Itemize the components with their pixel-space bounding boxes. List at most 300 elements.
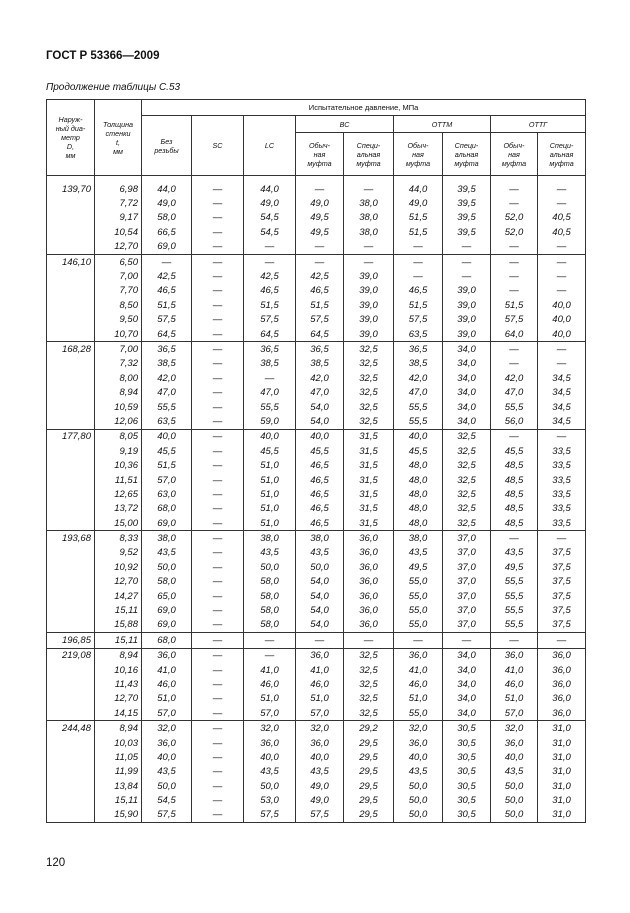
- table-cell: 42,5: [296, 269, 344, 283]
- table-cell: 40,0: [244, 429, 296, 444]
- table-cell: 58,0: [244, 603, 296, 617]
- table-row: [47, 298, 586, 312]
- table-cell: —: [296, 182, 344, 196]
- table-cell: 52,0: [491, 211, 538, 225]
- table-row: [47, 225, 586, 239]
- bc-special-header: Специ- альная муфта: [344, 133, 394, 176]
- table-cell: 51,0: [244, 516, 296, 531]
- table-cell: —: [192, 385, 244, 399]
- table-cell: 38,0: [344, 225, 394, 239]
- table-cell: —: [192, 589, 244, 603]
- table-cell: [47, 400, 95, 414]
- table-cell: —: [192, 357, 244, 371]
- table-cell: [47, 560, 95, 574]
- table-row: [47, 633, 586, 648]
- table-cell: 53,0: [244, 793, 296, 807]
- table-cell: 40,0: [394, 750, 443, 764]
- table-cell: 29,5: [344, 779, 394, 793]
- table-cell: 31,0: [538, 793, 586, 807]
- table-cell: 39,5: [443, 225, 491, 239]
- table-cell: 43,5: [491, 765, 538, 779]
- table-cell: 69,0: [142, 240, 192, 255]
- table-row: [47, 342, 586, 357]
- table-cell: —: [192, 400, 244, 414]
- table-cell: 11,05: [95, 750, 142, 764]
- table-row: [47, 663, 586, 677]
- table-cell: —: [192, 531, 244, 546]
- table-row: [47, 240, 586, 255]
- table-cell: —: [192, 677, 244, 691]
- table-cell: 64,5: [142, 327, 192, 342]
- table-cell: —: [244, 254, 296, 269]
- table-cell: —: [538, 633, 586, 648]
- table-cell: 42,0: [491, 371, 538, 385]
- table-row: [47, 603, 586, 617]
- table-cell: 40,0: [296, 750, 344, 764]
- table-cell: [47, 487, 95, 501]
- table-cell: 39,5: [443, 182, 491, 196]
- table-cell: 139,70: [47, 182, 95, 196]
- table-cell: 58,0: [244, 618, 296, 633]
- table-cell: 36,0: [491, 648, 538, 663]
- table-cell: —: [192, 736, 244, 750]
- table-cell: 43,5: [394, 546, 443, 560]
- table-row: [47, 487, 586, 501]
- table-cell: 15,00: [95, 516, 142, 531]
- table-cell: —: [244, 240, 296, 255]
- table-cell: 31,5: [344, 444, 394, 458]
- table-cell: —: [344, 240, 394, 255]
- table-cell: 55,5: [491, 618, 538, 633]
- table-cell: 31,0: [538, 808, 586, 823]
- table-cell: 32,0: [296, 721, 344, 736]
- ottm-regular-header: Обыч- ная муфта: [394, 133, 443, 176]
- table-cell: 10,36: [95, 458, 142, 472]
- table-cell: 51,5: [142, 458, 192, 472]
- table-cell: 34,0: [443, 371, 491, 385]
- table-cell: 42,0: [296, 371, 344, 385]
- table-cell: [47, 473, 95, 487]
- table-cell: 36,0: [344, 531, 394, 546]
- table-cell: 31,0: [538, 765, 586, 779]
- table-cell: 31,0: [538, 779, 586, 793]
- table-cell: —: [491, 633, 538, 648]
- bc-group-header: ВС: [296, 116, 394, 133]
- table-cell: 31,5: [344, 502, 394, 516]
- table-cell: —: [491, 240, 538, 255]
- table-row: [47, 211, 586, 225]
- table-cell: 41,0: [142, 663, 192, 677]
- table-row: [47, 357, 586, 371]
- table-cell: 8,33: [95, 531, 142, 546]
- table-row: [47, 736, 586, 750]
- table-cell: 32,5: [443, 444, 491, 458]
- table-cell: 55,5: [491, 400, 538, 414]
- table-row: [47, 473, 586, 487]
- table-cell: 55,0: [394, 589, 443, 603]
- table-cell: 30,5: [443, 750, 491, 764]
- table-cell: 14,27: [95, 589, 142, 603]
- table-cell: 12,70: [95, 575, 142, 589]
- table-cell: 36,0: [142, 648, 192, 663]
- table-cell: 36,0: [344, 546, 394, 560]
- table-cell: [47, 414, 95, 429]
- table-cell: 54,5: [244, 211, 296, 225]
- table-cell: 51,5: [296, 298, 344, 312]
- table-cell: 146,10: [47, 254, 95, 269]
- table-cell: 36,0: [344, 560, 394, 574]
- table-cell: 34,5: [538, 414, 586, 429]
- table-cell: 40,0: [538, 298, 586, 312]
- table-row: [47, 371, 586, 385]
- table-cell: 39,0: [344, 269, 394, 283]
- table-cell: —: [296, 240, 344, 255]
- table-cell: 39,5: [443, 211, 491, 225]
- table-cell: 36,0: [538, 648, 586, 663]
- table-cell: [47, 793, 95, 807]
- table-cell: [47, 736, 95, 750]
- table-cell: 57,5: [142, 808, 192, 823]
- table-cell: 63,5: [394, 327, 443, 342]
- table-cell: 40,0: [296, 429, 344, 444]
- table-cell: 49,0: [394, 196, 443, 210]
- table-cell: 15,88: [95, 618, 142, 633]
- table-cell: 9,52: [95, 546, 142, 560]
- table-cell: —: [491, 429, 538, 444]
- table-cell: 32,5: [443, 516, 491, 531]
- table-cell: 7,32: [95, 357, 142, 371]
- table-cell: 32,5: [344, 385, 394, 399]
- table-cell: —: [443, 269, 491, 283]
- table-cell: 46,0: [296, 677, 344, 691]
- table-cell: 32,5: [344, 414, 394, 429]
- table-cell: 40,0: [142, 429, 192, 444]
- table-cell: —: [192, 721, 244, 736]
- table-cell: 15,11: [95, 633, 142, 648]
- table-cell: —: [192, 487, 244, 501]
- table-cell: [47, 225, 95, 239]
- table-cell: 37,0: [443, 575, 491, 589]
- table-cell: 57,5: [142, 313, 192, 327]
- table-cell: 44,0: [244, 182, 296, 196]
- table-cell: 36,0: [538, 706, 586, 721]
- table-cell: —: [192, 575, 244, 589]
- table-cell: 51,0: [142, 692, 192, 706]
- table-cell: [47, 589, 95, 603]
- table-cell: —: [538, 254, 586, 269]
- table-cell: 30,5: [443, 808, 491, 823]
- table-row: [47, 779, 586, 793]
- table-cell: —: [394, 269, 443, 283]
- table-cell: 36,0: [538, 663, 586, 677]
- table-cell: 54,0: [296, 603, 344, 617]
- table-row: [47, 721, 586, 736]
- table-cell: 38,5: [142, 357, 192, 371]
- table-cell: —: [443, 633, 491, 648]
- table-cell: 69,0: [142, 516, 192, 531]
- table-cell: 51,0: [244, 692, 296, 706]
- table-cell: [47, 371, 95, 385]
- table-cell: 6,98: [95, 182, 142, 196]
- table-cell: 30,5: [443, 779, 491, 793]
- table-cell: 10,70: [95, 327, 142, 342]
- table-row: [47, 560, 586, 574]
- table-cell: 49,5: [394, 560, 443, 574]
- table-cell: 31,0: [538, 750, 586, 764]
- table-cell: 43,5: [142, 546, 192, 560]
- table-cell: 45,5: [296, 444, 344, 458]
- table-row: [47, 546, 586, 560]
- table-cell: —: [244, 633, 296, 648]
- table-cell: [47, 313, 95, 327]
- table-cell: 33,5: [538, 444, 586, 458]
- table-cell: 38,0: [394, 531, 443, 546]
- table-cell: 49,0: [244, 196, 296, 210]
- table-cell: 29,5: [344, 793, 394, 807]
- ottm-group-header: ОТТМ: [394, 116, 491, 133]
- table-cell: 57,5: [244, 808, 296, 823]
- table-cell: 46,0: [244, 677, 296, 691]
- table-cell: 49,0: [296, 196, 344, 210]
- table-cell: 37,5: [538, 546, 586, 560]
- table-cell: 33,5: [538, 516, 586, 531]
- table-cell: —: [443, 254, 491, 269]
- ottg-regular-header: Обыч- ная муфта: [491, 133, 538, 176]
- table-cell: 32,0: [491, 721, 538, 736]
- table-cell: 10,92: [95, 560, 142, 574]
- table-cell: 34,0: [443, 414, 491, 429]
- table-cell: 15,90: [95, 808, 142, 823]
- table-cell: 15,11: [95, 603, 142, 617]
- table-cell: —: [538, 284, 586, 298]
- table-cell: 29,5: [344, 765, 394, 779]
- table-cell: —: [244, 371, 296, 385]
- table-cell: 54,0: [296, 589, 344, 603]
- table-cell: 39,0: [344, 298, 394, 312]
- table-cell: —: [192, 502, 244, 516]
- table-cell: 46,5: [296, 473, 344, 487]
- table-cell: 39,5: [443, 196, 491, 210]
- ottg-group-header: ОТТГ: [491, 116, 586, 133]
- table-cell: —: [394, 240, 443, 255]
- table-cell: 33,5: [538, 458, 586, 472]
- table-cell: 34,0: [443, 692, 491, 706]
- table-cell: [47, 692, 95, 706]
- table-cell: [47, 618, 95, 633]
- table-cell: 51,5: [394, 298, 443, 312]
- table-cell: 55,5: [394, 400, 443, 414]
- table-cell: 36,0: [538, 692, 586, 706]
- table-cell: 12,70: [95, 692, 142, 706]
- table-cell: 244,48: [47, 721, 95, 736]
- table-cell: 51,0: [491, 692, 538, 706]
- table-cell: 45,5: [142, 444, 192, 458]
- table-cell: 37,0: [443, 531, 491, 546]
- table-cell: —: [538, 357, 586, 371]
- table-cell: 39,0: [443, 327, 491, 342]
- table-cell: —: [491, 182, 538, 196]
- table-cell: 36,5: [296, 342, 344, 357]
- table-cell: 58,0: [142, 211, 192, 225]
- table-cell: 54,5: [244, 225, 296, 239]
- table-cell: —: [192, 546, 244, 560]
- table-cell: 48,0: [394, 516, 443, 531]
- table-cell: [47, 575, 95, 589]
- table-cell: 48,5: [491, 516, 538, 531]
- table-cell: 36,5: [142, 342, 192, 357]
- table-row: [47, 414, 586, 429]
- table-cell: 51,0: [244, 502, 296, 516]
- table-cell: 37,0: [443, 589, 491, 603]
- table-cell: 55,5: [142, 400, 192, 414]
- table-cell: —: [192, 342, 244, 357]
- table-cell: 32,5: [344, 706, 394, 721]
- table-cell: 54,0: [296, 575, 344, 589]
- table-cell: 9,19: [95, 444, 142, 458]
- table-cell: [47, 502, 95, 516]
- table-cell: 33,5: [538, 502, 586, 516]
- table-cell: 66,5: [142, 225, 192, 239]
- table-cell: [47, 663, 95, 677]
- table-cell: —: [192, 618, 244, 633]
- table-cell: 37,5: [538, 589, 586, 603]
- table-cell: 65,0: [142, 589, 192, 603]
- table-cell: 40,0: [394, 429, 443, 444]
- table-cell: —: [192, 603, 244, 617]
- table-cell: 40,0: [244, 750, 296, 764]
- table-cell: [47, 196, 95, 210]
- table-cell: [47, 211, 95, 225]
- table-cell: 38,0: [244, 531, 296, 546]
- table-cell: —: [538, 240, 586, 255]
- table-cell: [47, 458, 95, 472]
- table-cell: —: [538, 182, 586, 196]
- table-cell: 57,0: [142, 473, 192, 487]
- table-cell: [47, 808, 95, 823]
- table-cell: [47, 269, 95, 283]
- table-cell: 43,5: [491, 546, 538, 560]
- table-cell: 10,54: [95, 225, 142, 239]
- table-cell: 57,5: [394, 313, 443, 327]
- table-cell: 36,0: [344, 575, 394, 589]
- table-cell: 34,5: [538, 385, 586, 399]
- table-cell: 57,0: [296, 706, 344, 721]
- table-cell: 38,5: [394, 357, 443, 371]
- table-cell: 44,0: [394, 182, 443, 196]
- table-cell: 39,0: [443, 313, 491, 327]
- table-cell: 41,0: [244, 663, 296, 677]
- table-cell: 39,0: [344, 284, 394, 298]
- table-cell: 36,5: [394, 342, 443, 357]
- table-cell: 48,5: [491, 458, 538, 472]
- table-cell: 48,5: [491, 487, 538, 501]
- table-cell: —: [491, 531, 538, 546]
- table-cell: —: [296, 633, 344, 648]
- table-cell: 46,5: [296, 487, 344, 501]
- table-row: [47, 502, 586, 516]
- table-cell: 38,5: [244, 357, 296, 371]
- table-cell: 32,0: [244, 721, 296, 736]
- table-cell: 32,5: [344, 677, 394, 691]
- table-row: [47, 808, 586, 823]
- table-cell: 36,0: [344, 603, 394, 617]
- table-row: [47, 458, 586, 472]
- table-cell: 33,5: [538, 473, 586, 487]
- table-cell: 58,0: [244, 589, 296, 603]
- table-cell: [47, 750, 95, 764]
- table-cell: —: [491, 269, 538, 283]
- table-cell: 41,0: [296, 663, 344, 677]
- table-cell: —: [192, 516, 244, 531]
- table-cell: 54,0: [296, 618, 344, 633]
- table-cell: 15,11: [95, 793, 142, 807]
- table-cell: 32,5: [443, 502, 491, 516]
- table-cell: 58,0: [244, 575, 296, 589]
- table-cell: —: [192, 444, 244, 458]
- table-cell: 50,0: [394, 793, 443, 807]
- table-cell: 38,0: [142, 531, 192, 546]
- table-cell: 50,0: [491, 793, 538, 807]
- table-cell: 13,72: [95, 502, 142, 516]
- table-cell: 48,0: [394, 473, 443, 487]
- table-cell: 9,17: [95, 211, 142, 225]
- table-cell: 64,5: [296, 327, 344, 342]
- table-row: [47, 575, 586, 589]
- table-cell: 12,70: [95, 240, 142, 255]
- table-cell: [47, 298, 95, 312]
- table-cell: 34,0: [443, 677, 491, 691]
- table-cell: 12,06: [95, 414, 142, 429]
- table-cell: —: [538, 429, 586, 444]
- table-cell: 63,5: [142, 414, 192, 429]
- table-cell: 34,5: [538, 371, 586, 385]
- table-cell: —: [538, 531, 586, 546]
- table-cell: —: [296, 254, 344, 269]
- table-cell: 34,0: [443, 385, 491, 399]
- table-cell: 55,5: [491, 575, 538, 589]
- table-cell: 55,5: [491, 603, 538, 617]
- table-cell: 36,0: [344, 589, 394, 603]
- table-cell: 54,0: [296, 414, 344, 429]
- table-row: [47, 765, 586, 779]
- table-cell: 50,0: [244, 779, 296, 793]
- table-cell: 49,0: [142, 196, 192, 210]
- table-cell: 39,0: [443, 298, 491, 312]
- table-cell: —: [192, 182, 244, 196]
- table-cell: 32,5: [344, 663, 394, 677]
- table-cell: 31,5: [344, 458, 394, 472]
- table-row: [47, 618, 586, 633]
- table-cell: 42,5: [142, 269, 192, 283]
- table-cell: 49,5: [296, 211, 344, 225]
- table-cell: 52,0: [491, 225, 538, 239]
- test-pressure-header: Испытательное давление, МПа: [142, 100, 586, 116]
- table-cell: —: [538, 196, 586, 210]
- table-cell: 34,0: [443, 706, 491, 721]
- table-cell: 32,5: [443, 487, 491, 501]
- table-cell: —: [491, 342, 538, 357]
- table-cell: 37,0: [443, 546, 491, 560]
- table-cell: 32,5: [443, 429, 491, 444]
- table-cell: —: [192, 458, 244, 472]
- table-cell: —: [192, 473, 244, 487]
- table-row: [47, 254, 586, 269]
- table-cell: 37,5: [538, 575, 586, 589]
- table-cell: 50,0: [394, 779, 443, 793]
- table-row: [47, 313, 586, 327]
- table-cell: 48,5: [491, 473, 538, 487]
- table-cell: 30,5: [443, 765, 491, 779]
